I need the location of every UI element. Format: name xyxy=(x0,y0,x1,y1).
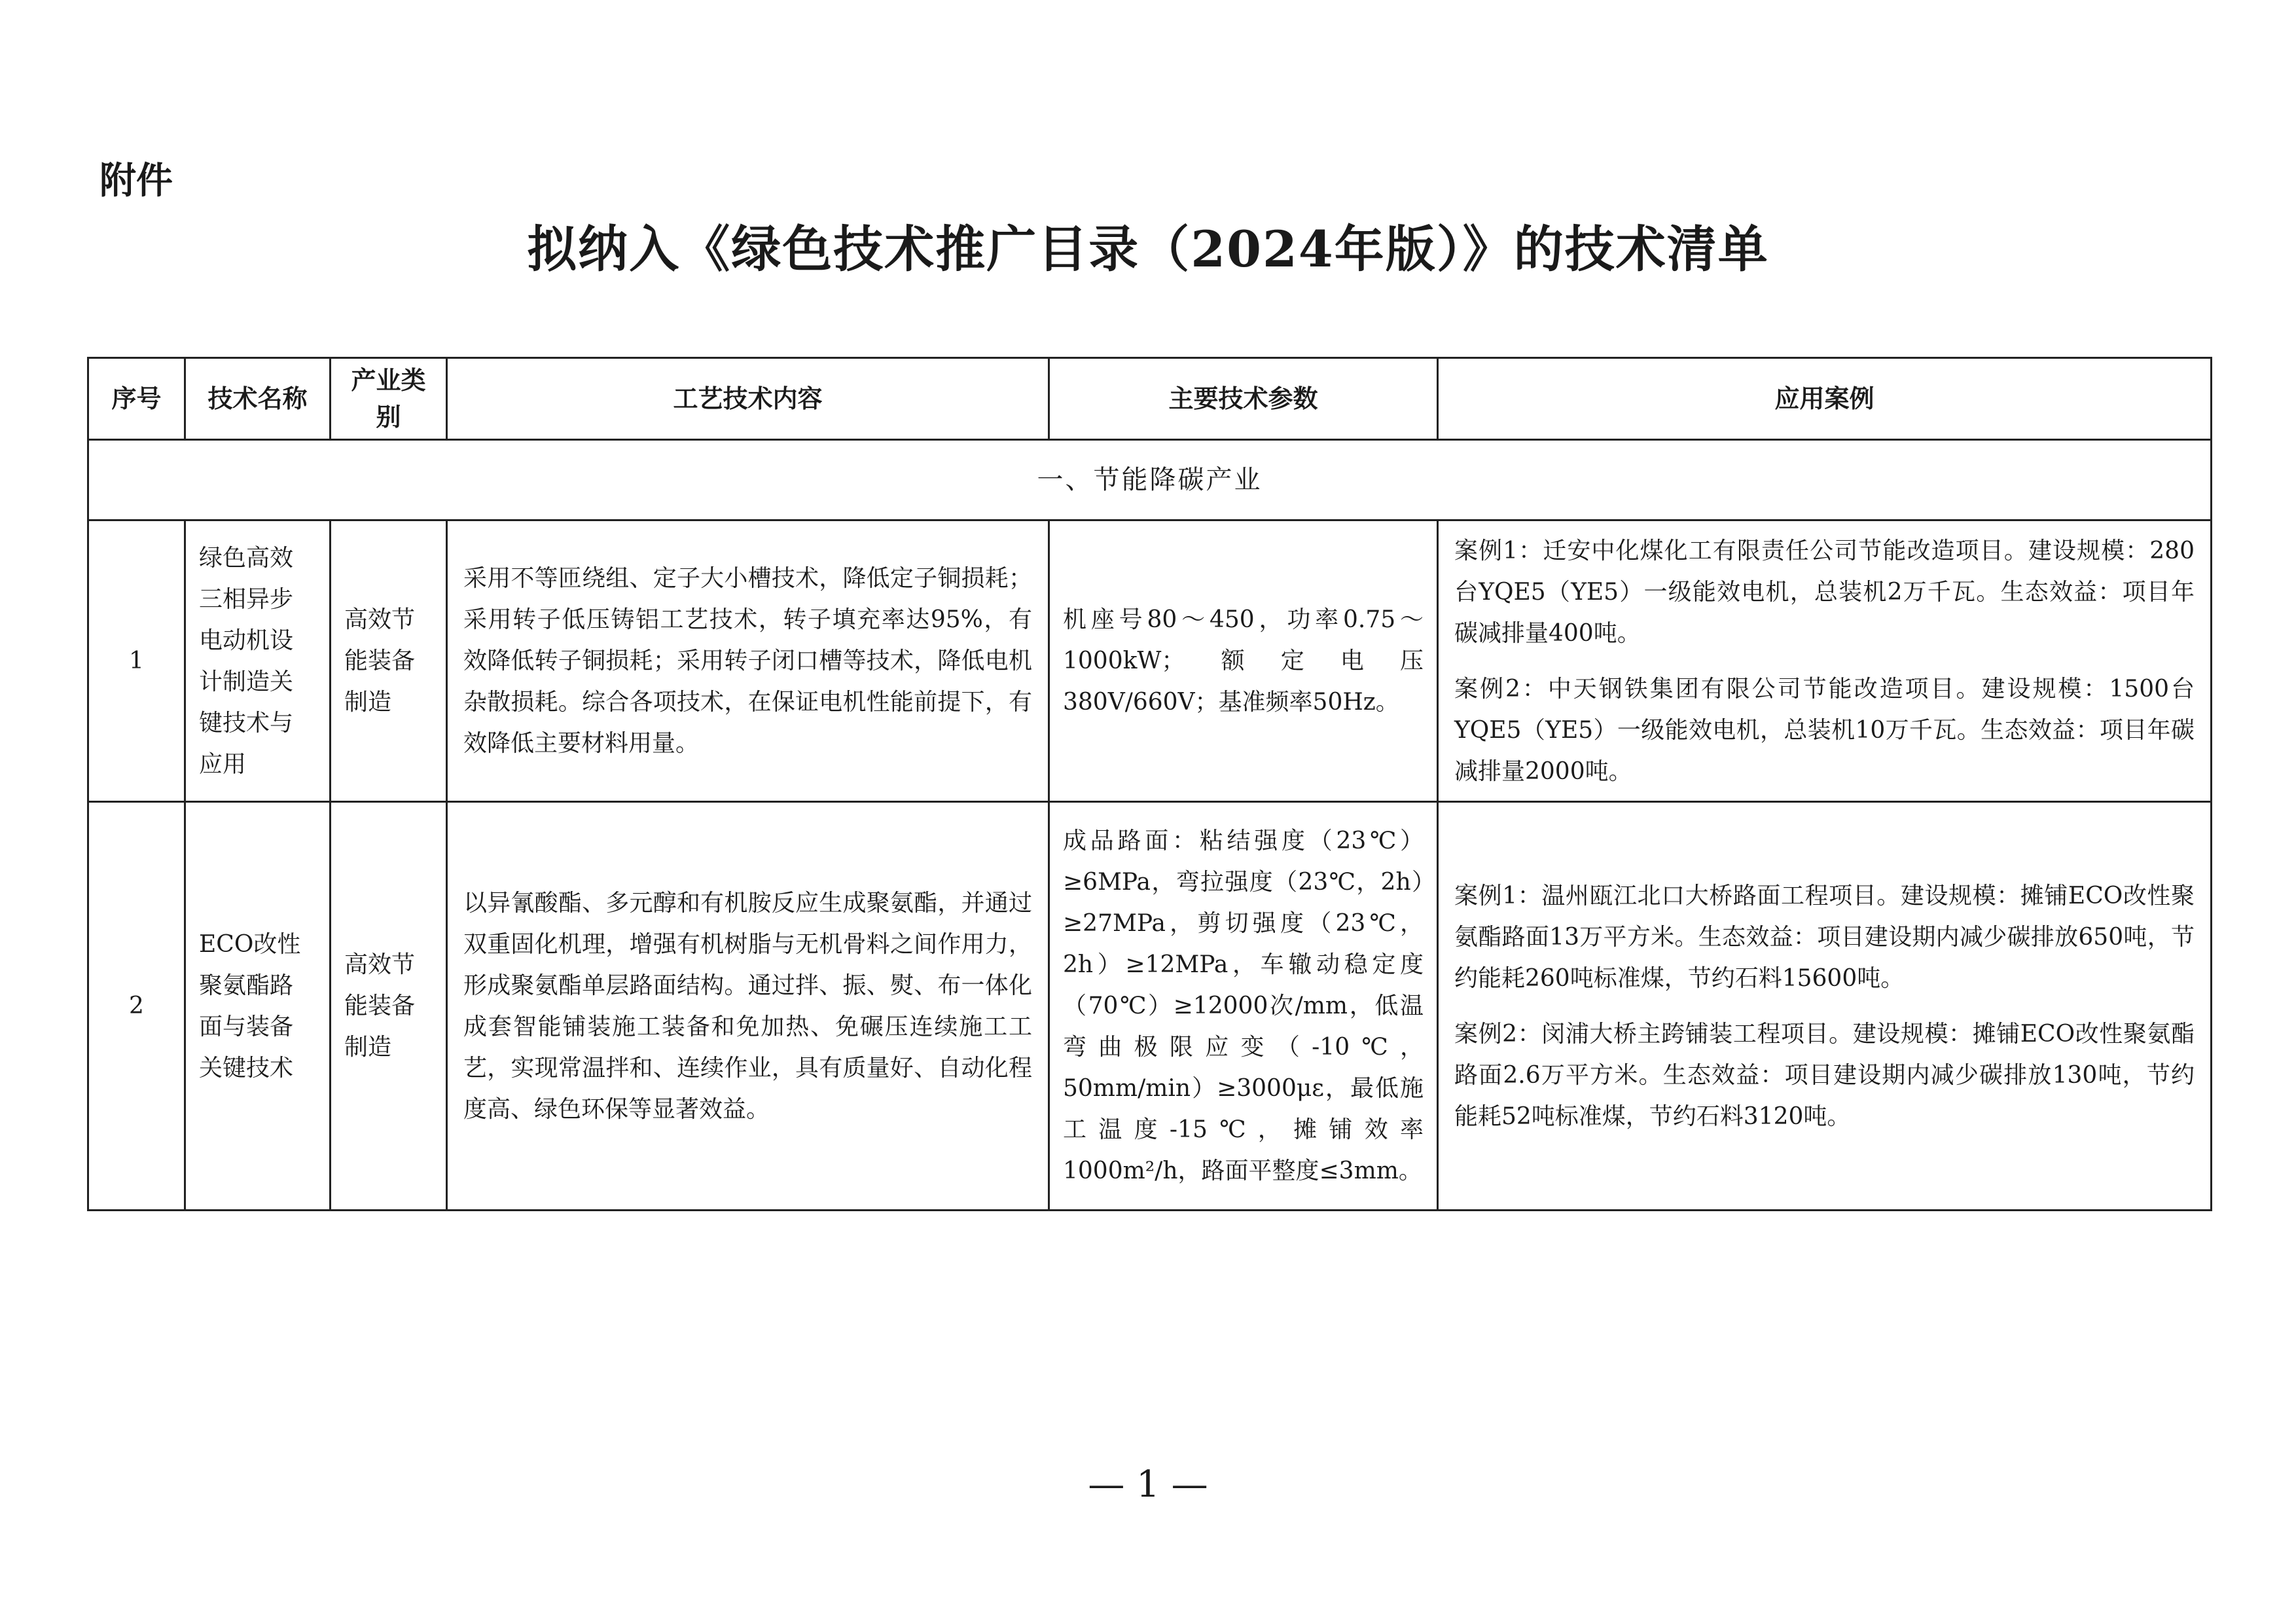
header-cases: 应用案例 xyxy=(1438,358,2212,440)
header-name: 技术名称 xyxy=(185,358,331,440)
header-seq: 序号 xyxy=(88,358,185,440)
header-category: 产业类别 xyxy=(331,358,447,440)
case-2: 案例2：闵浦大桥主跨铺装工程项目。建设规模：摊铺ECO改性聚氨酯路面2.6万平方米。生态效益：项目建设期内减少碳排放130吨，节约能耗52吨标准煤，节约石料3120吨。 xyxy=(1454,1020,2195,1130)
row-tech-name: ECO改性聚氨酯路面与装备关键技术 xyxy=(185,802,331,1211)
section-row xyxy=(88,440,2212,520)
page-number: — 1 — xyxy=(1088,1463,1208,1506)
row-seq: 2 xyxy=(88,802,185,1211)
case-1: 案例1：温州瓯江北口大桥路面工程项目。建设规模：摊铺ECO改性聚氨酯路面13万平方米。生态效益：项目建设期内减少碳排放650吨，节约能耗260吨标准煤，节约石料15600吨。 xyxy=(1454,882,2195,992)
header-process: 工艺技术内容 xyxy=(447,358,1049,440)
row-category: 高效节能装备制造 xyxy=(331,520,447,802)
attachment-label: 附件 xyxy=(99,160,173,202)
section-title: 一、节能降碳产业 xyxy=(88,440,2212,520)
table-row xyxy=(88,802,2212,1211)
row-process: 采用不等匝绕组、定子大小槽技术，降低定子铜损耗；采用转子低压铸铝工艺技术，转子填充率达95%，有效降低转子铜损耗；采用转子闭口槽等技术，降低电机杂散损耗。综合各项技术，在保证电机性能前提下，有效降低主要材料用量。 xyxy=(447,520,1049,802)
row-cases xyxy=(1438,520,2212,802)
document-title: 拟纳入《绿色技术推广目录（2024年版）》的技术清单 xyxy=(527,220,1769,278)
row-tech-name: 绿色高效三相异步电动机设计制造关键技术与应用 xyxy=(185,520,331,802)
row-process: 以异氰酸酯、多元醇和有机胺反应生成聚氨酯，并通过双重固化机理，增强有机树脂与无机骨料之间作用力，形成聚氨酯单层路面结构。通过拌、振、熨、布一体化成套智能铺装施工装备和免加热、免碾压连续施工工艺，实现常温拌和、连续作业，具有质量好、自动化程度高、绿色环保等显著效益。 xyxy=(447,802,1049,1211)
row-params: 成品路面：粘结强度（23℃）≥6MPa，弯拉强度（23℃，2h）≥27MPa，剪切强度（23℃，2h）≥12MPa，车辙动稳定度（70℃）≥12000次/mm，低温弯曲极限应变（-10℃，50mm/min）≥3000με，最低施工温度-15℃，摊铺效率1000m²/h，路面平整度≤3mm。 xyxy=(1049,802,1438,1211)
row-cases xyxy=(1438,802,2212,1211)
case-2: 案例2：中天钢铁集团有限公司节能改造项目。建设规模：1500台YQE5（YE5）一级能效电机，总装机10万千瓦。生态效益：项目年碳减排量2000吨。 xyxy=(1454,675,2195,785)
row-params: 机座号80～450，功率0.75～1000kW；额定电压380V/660V；基准频率50Hz。 xyxy=(1049,520,1438,802)
row-category: 高效节能装备制造 xyxy=(331,802,447,1211)
table-row xyxy=(88,520,2212,802)
table-header-row xyxy=(88,358,2212,440)
case-1: 案例1：迁安中化煤化工有限责任公司节能改造项目。建设规模：280台YQE5（YE5）一级能效电机，总装机2万千瓦。生态效益：项目年碳减排量400吨。 xyxy=(1454,537,2195,647)
header-params: 主要技术参数 xyxy=(1049,358,1438,440)
row-seq: 1 xyxy=(88,520,185,802)
technology-table xyxy=(87,357,2212,1211)
